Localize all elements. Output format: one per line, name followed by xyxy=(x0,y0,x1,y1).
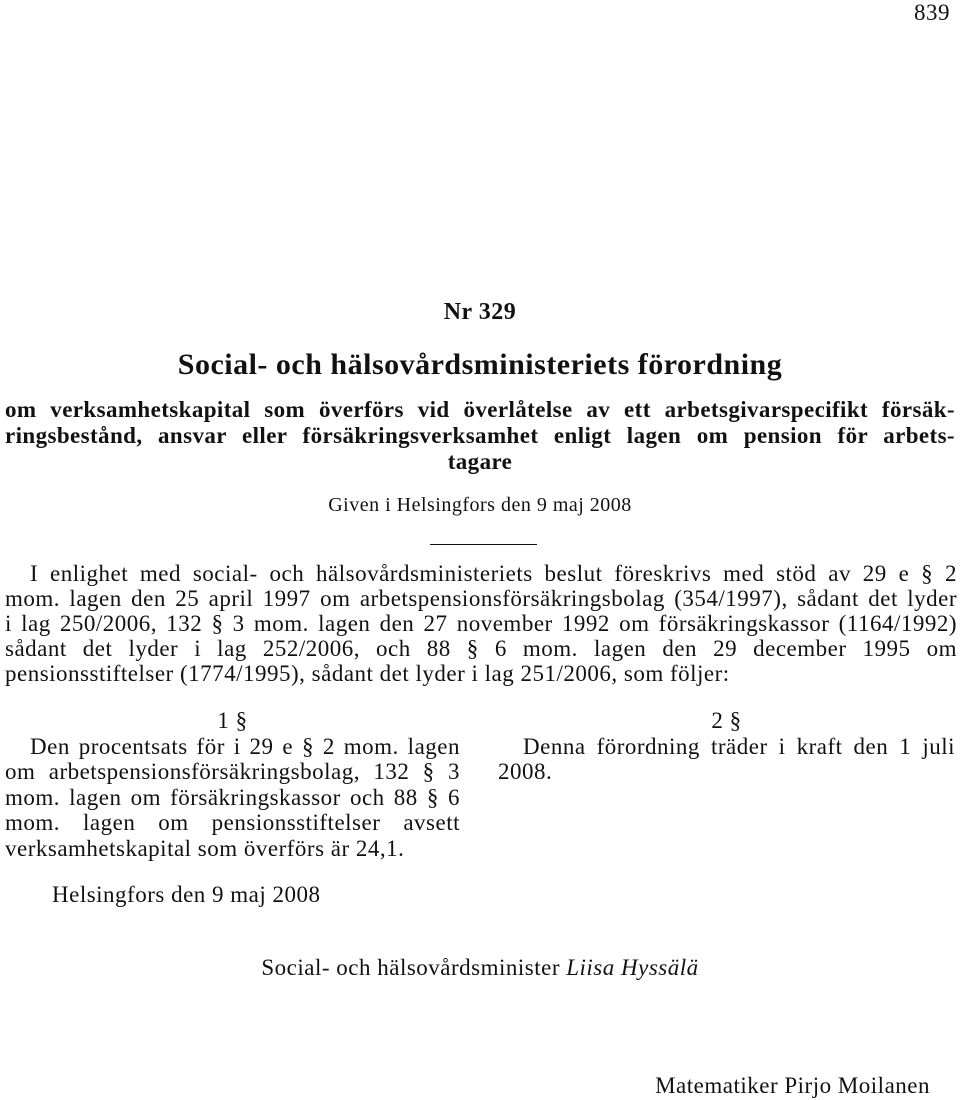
preamble xyxy=(5,561,957,686)
section-line: om arbetspensionsförsäkringsbolag, 132 § 3 xyxy=(5,759,460,784)
section-2 xyxy=(498,708,955,785)
decree-title: Social- och hälsovårdsministeriets förordning xyxy=(177,348,783,381)
subtitle-line: om verksamhetskapital som överförs vid överlåtelse av ett arbetsgivarspecifikt försäk- xyxy=(5,397,955,422)
section-line: 2008. xyxy=(498,759,553,784)
section-line: mom. lagen om försäkringskassor och 88 § 6 xyxy=(5,784,460,810)
preamble-line: mom. lagen den 25 april 1997 om arbetspensionsförsäkringsbolag (354/1997), sådant det lyder xyxy=(5,586,957,611)
section-line: mom. lagen om pensionsstiftelser avsett xyxy=(5,810,460,835)
subtitle-line: tagare xyxy=(447,449,513,474)
section-line: Denna förordning träder i kraft den 1 juli xyxy=(523,733,955,759)
title-rule xyxy=(430,544,537,545)
decree-subtitle xyxy=(5,397,955,475)
closing-place-date: Helsingfors den 9 maj 2008 xyxy=(52,882,321,907)
preamble-line: sådant det lyder i lag 252/2006, och 88 § 6 mom. lagen den 29 december 1995 om xyxy=(5,636,957,661)
decree-number: Nr 329 xyxy=(443,299,517,325)
preamble-line: I enlighet med social- och hälsovårdsministeriets beslut föreskrivs med stöd av 29 e § 2 xyxy=(30,561,957,586)
minister-title: Social- och hälsovårdsminister xyxy=(261,955,560,980)
section-heading: 2 § xyxy=(711,708,742,733)
section-line: Den procentsats för i 29 e § 2 mom. lagen xyxy=(30,733,460,759)
minister-name: Liisa Hyssälä xyxy=(566,955,699,980)
official-signature: Matematiker Pirjo Moilanen xyxy=(655,1073,930,1098)
page-number: 839 xyxy=(914,0,950,25)
subtitle-line: ringsbestånd, ansvar eller försäkringsverksamhet enligt lagen om pension för arbets- xyxy=(5,423,955,448)
given-date: Given i Helsingfors den 9 maj 2008 xyxy=(328,494,632,516)
section-line: verksamhetskapital som överförs är 24,1. xyxy=(5,835,405,861)
section-1 xyxy=(5,708,460,861)
minister-signature xyxy=(0,955,960,980)
preamble-line: i lag 250/2006, 132 § 3 mom. lagen den 27 november 1992 om försäkringskassor (1164/1992) xyxy=(5,611,957,636)
preamble-line: pensionsstiftelser (1774/1995), sådant det lyder i lag 251/2006, som följer: xyxy=(5,661,730,686)
section-heading: 1 § xyxy=(217,708,248,733)
